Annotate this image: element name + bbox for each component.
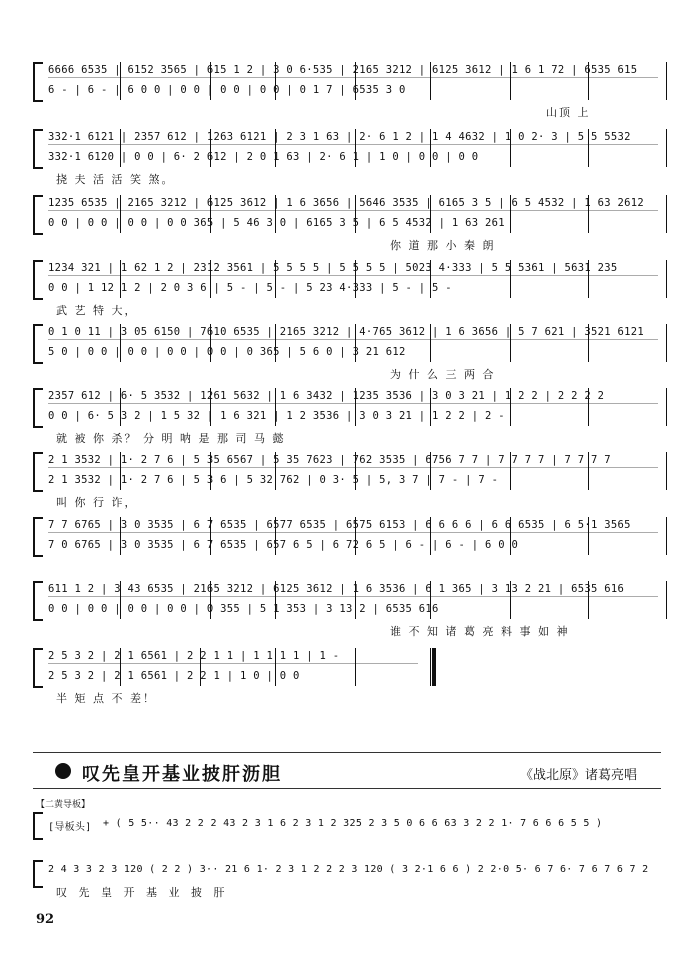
upper-part-notation: 6666 6535 | 6152 3565 | 615 1 2 | 3 0 6·535 | 2165 3212 | 6125 3612 | 1 6 1 72 | 6535 615 — [48, 64, 638, 76]
lower-part-notation: 0 0 | 6· 5 3 2 | 1 5 32 | 1 6 321 | 1 2 3536 | 3 0 3 21 | 1 2 2 | 2 - — [48, 410, 505, 422]
vocal-bracket — [33, 860, 43, 888]
system-bracket — [33, 517, 43, 557]
upper-part-notation: 611 1 2 | 3 43 6535 | 2165 3212 | 6125 3612 | 1 6 3536 | 6 1 365 | 3 13 2 21 | 6535 616 — [48, 583, 625, 595]
barline — [666, 581, 667, 619]
lower-part-notation: 6 - | 6 - | 6 0 0 | 0 0 | 0 0 | 0 0 | 0 1 7 | 6535 3 0 — [48, 84, 406, 96]
lower-part-notation: 5 0 | 0 0 | 0 0 | 0 0 | 0 0 | 0 365 | 5 6 0 | 3 21 612 — [48, 346, 406, 358]
barline — [666, 324, 667, 362]
lyrics-line: 武 艺 特 大， — [56, 304, 138, 317]
intro-bracket — [33, 812, 43, 840]
final-barline — [432, 648, 436, 686]
system-bracket — [33, 129, 43, 169]
lower-part-notation: 0 0 | 0 0 | 0 0 | 0 0 | 0 355 | 5 1 353 | 3 13 2 | 6535 616 — [48, 603, 439, 615]
lyrics-line: 就 被 你 杀？ 分 明 呐 是 那 司 马 懿 — [56, 432, 286, 445]
system-bracket — [33, 195, 43, 235]
lower-part-notation: 332·1 6120 | 0 0 | 6· 2 612 | 2 0 1 63 | 2· 6 1 | 1 0 | 0 0 | 0 0 — [48, 151, 479, 163]
lyrics-line: 谁 不 知 诸 葛 亮 料 事 如 神 — [390, 625, 570, 638]
upper-part-notation: 1234 321 | 1 62 1 2 | 2312 3561 | 5 5 5 5 | 5 5 5 5 | 5023 4·333 | 5 5 5361 | 5631 235 — [48, 262, 618, 274]
system-bracket — [33, 648, 43, 688]
lower-part-notation: 0 0 | 1 12 1 2 | 2 0 3 6 | 5 - | 5 - | 5 23 4·333 | 5 - | 5 - — [48, 282, 452, 294]
lyrics-line: 挠 夫 活 活 笑 煞。 — [56, 173, 175, 186]
upper-part-notation: 2357 612 | 6· 5 3532 | 1261 5632 | 1 6 3432 | 1235 3536 | 3 0 3 21 | 1 2 2 | 2 2 2 2 — [48, 390, 605, 402]
upper-beam-line — [48, 210, 658, 211]
vocal-lyrics: 叹 先 皇 开 基 业 披 肝 — [56, 886, 229, 899]
upper-beam-line — [48, 339, 658, 340]
system-bracket — [33, 260, 43, 300]
song-title: 叹先皇开基业披肝沥胆 — [82, 764, 282, 785]
lyrics-line: 山顶 上 — [546, 106, 591, 119]
upper-beam-line — [48, 403, 658, 404]
upper-beam-line — [48, 532, 658, 533]
intro-label: [导板头] — [48, 822, 92, 833]
upper-part-notation: 2 5 3 2 | 2 1 6561 | 2 2 1 1 | 1 1 1 1 | 1 - — [48, 650, 340, 662]
system-bracket — [33, 62, 43, 102]
page-number: 92 — [36, 912, 55, 927]
title-underline — [33, 788, 661, 789]
upper-part-notation: 332·1 6121 | 2357 612 | 1263 6121 | 2 3 1 63 | 2· 6 1 2 | 1 4 4632 | 1 0 2· 3 | 5 5 5532 — [48, 131, 631, 143]
upper-part-notation: 0 1 0 11 | 3 05 6150 | 7610 6535 | 2165 3212 | 4·765 3612 | 1 6 3656 | 5 7 621 | 3521 6121 — [48, 326, 644, 338]
intro-notation: + ( 5 5·· 43 2 2 2 43 2 3 1 6 2 3 1 2 325 2 3 5 0 6 6 63 3 2 2 1· 7 6 6 6 5 5 ) — [103, 818, 603, 829]
lyrics-line: 叫 你 行 诈， — [56, 496, 138, 509]
music-system — [0, 646, 690, 738]
upper-part-notation: 7 7 6765 | 3 0 3535 | 6 7 6535 | 6577 6535 | 6575 6153 | 6 6 6 6 | 6 6 6535 | 6 5·1 3565 — [48, 519, 631, 531]
song-source: 《战北原》诸葛亮唱 — [520, 768, 638, 783]
lower-part-notation: 0 0 | 0 0 | 0 0 | 0 0 365 | 5 46 3 0 | 6165 3 5 | 6 5 4532 | 1 63 261 — [48, 217, 505, 229]
barline — [355, 648, 356, 686]
upper-part-notation: 2 1 3532 | 1· 2 7 6 | 5 35 6567 | 5 35 7623 | 762 3535 | 6756 7 7 | 7 7 7 7 | 7 7 7 7 — [48, 454, 611, 466]
barline — [666, 452, 667, 490]
lower-part-notation: 7 0 6765 | 3 0 3535 | 6 7 6535 | 657 6 5 | 6 72 6 5 | 6 - | 6 - | 6 0 0 — [48, 539, 519, 551]
system-bracket — [33, 452, 43, 492]
vocal-notation: 2 4 3 3 2 3 120 ( 2 2 ) 3·· 21 6 1· 2 3 1 2 2 2 3 120 ( 3 2·1 6 6 ) 2 2·0 5· 6 7 6· 7 6 7 6 7 2 — [48, 864, 649, 875]
lyrics-line: 为 什 么 三 两 合 — [390, 368, 496, 381]
system-bracket — [33, 388, 43, 428]
upper-beam-line — [48, 77, 658, 78]
upper-part-notation: 1235 6535 | 2165 3212 | 6125 3612 | 1 6 3656 | 5646 3535 | 6165 3 5 | 6 5 4532 | 1 63 2612 — [48, 197, 644, 209]
system-bracket — [33, 581, 43, 621]
upper-beam-line — [48, 467, 658, 468]
lyrics-line: 你 道 那 小 秦 朗 — [390, 239, 496, 252]
barline — [666, 388, 667, 426]
upper-beam-line — [48, 596, 658, 597]
barline — [666, 195, 667, 233]
barline — [666, 62, 667, 100]
lower-part-notation: 2 5 3 2 | 2 1 6561 | 2 2 1 | 1 0 | 0 0 — [48, 670, 300, 682]
upper-beam-line — [48, 144, 658, 145]
lower-part-notation: 2 1 3532 | 1· 2 7 6 | 5 3 6 | 5 32 762 | 0 3· 5 | 5, 3 7 | 7 - | 7 - — [48, 474, 499, 486]
barline — [666, 517, 667, 555]
lyrics-line: 半 矩 点 不 差！ — [56, 692, 156, 705]
upper-beam-line — [48, 275, 658, 276]
barline — [666, 129, 667, 167]
section-divider — [33, 752, 661, 753]
system-bracket — [33, 324, 43, 364]
bullet-icon — [55, 763, 71, 779]
tempo-mark: 【二黄导板】 — [36, 800, 91, 810]
barline — [666, 260, 667, 298]
upper-beam-line — [48, 663, 418, 664]
